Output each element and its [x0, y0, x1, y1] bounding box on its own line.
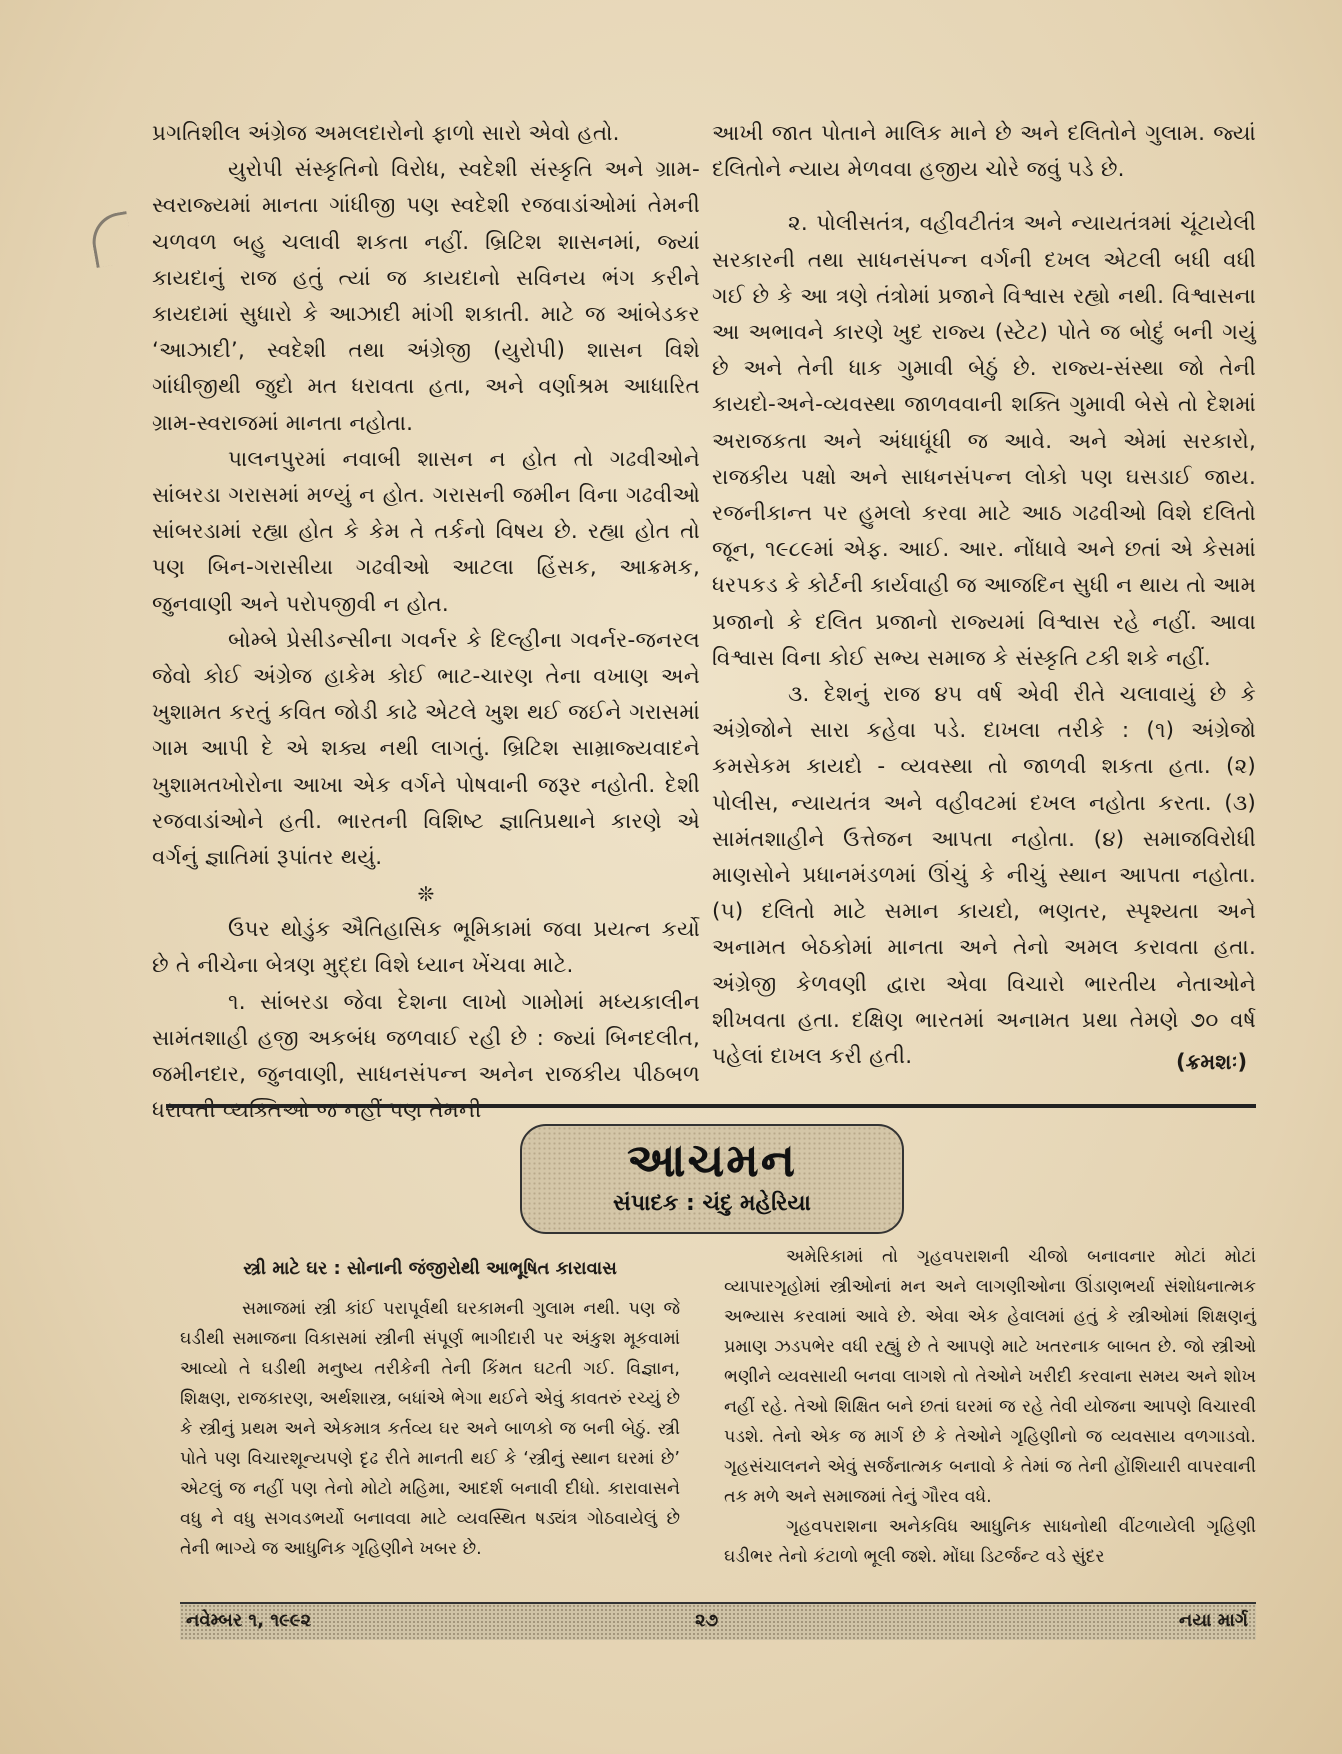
paragraph: ૧. સાંબરડા જેવા દેશના લાખો ગામોમાં મધ્યકાલીન સામંતશાહી હજી અકબંધ જળવાઈ રહી છે : જ્યાં બિનદલીત, જમીનદાર, જુનવાણી, સાધનસંપન્ન અનેન રાજકીય પીઠબળ ધરાવતી વ્યક્તિઓ જ નહીં પણ તેમની [152, 989, 700, 1124]
paragraph: પાલનપુરમાં નવાબી શાસન ન હોત તો ગઢવીઓને સાંબરડા ગરાસમાં મળ્યું ન હોત. ગરાસની જમીન વિના ગઢવીઓ સાંબરડામાં રહ્યા હોત કે કેમ તે તર્કનો વિષય છે. રહ્યા હોત તો પણ બિન-ગરાસીયા ગઢવીઓ આટલા હિંસક, આક્રમક, જુનવાણી અને પરોપજીવી ન હોત. [152, 446, 700, 617]
magazine-name: નયા માર્ગ [1178, 1610, 1248, 1631]
right-column [712, 116, 1256, 1075]
margin-pen-mark [88, 211, 135, 268]
paragraph: સમાજમાં સ્ત્રી કાંઈ પરાપૂર્વથી ઘરકામની ગુલામ નથી. પણ જે ઘડીથી સમાજના વિકાસમાં સ્ત્રીની સંપૂર્ણ ભાગીદારી પર અંકુશ મૂકવામાં આવ્યો તે ઘડીથી મનુષ્ય તરીકેની તેની કિંમત ઘટતી ગઈ. વિજ્ઞાન, શિક્ષણ, રાજકારણ, અર્થશાસ્ત્ર, બધાંએ ભેગા થઈને એવું કાવતરું રચ્યું છે કે સ્ત્રીનું પ્રથમ અને એકમાત્ર કર્તવ્ય ઘર અને બાળકો જ બની બેઠું. સ્ત્રી પોતે પણ વિચારશૂન્યપણે દૃઢ રીતે માનતી થઈ કે ‘સ્ત્રીનું સ્થાન ઘરમાં છે’ એટલું જ નહીં પણ તેનો મોટો મહિમા, આદર્શ બનાવી દીધો. કારાવાસને વધુ ને વધુ સગવડભર્યો બનાવવા માટે વ્યવસ્થિત ષડ્યંત્ર ગોઠવાયેલું છે તેની ભાગ્યે જ આધુનિક ગૃહિણીને ખબર છે. [180, 1299, 680, 1559]
paragraph: ઉપર થોડુંક ઐતિહાસિક ભૂમિકામાં જવા પ્રયત્ન કર્યો છે તે નીચેના બેત્રણ મુદ્દા વિશે ધ્યાન ખેંચવા માટે. [152, 917, 700, 979]
footer-date: નવેમ્બર ૧, ૧૯૯૨ [186, 1610, 312, 1631]
paragraph: બોમ્બે પ્રેસીડન્સીના ગવર્નર કે દિલ્હીના ગવર્નર-જનરલ જેવો કોઈ અંગ્રેજ હાકેમ કોઈ ભાટ-ચારણ તેના વખાણ અને ખુશામત કરતું કવિત જોડી કાઢે એટલે ખુશ થઈ જઈને ગરાસમાં ગામ આપી દે એ શક્ય નથી લાગતું. બ્રિટિશ સામ્રાજ્યવાદને ખુશામતખોરોના આખા એક વર્ગને પોષવાની જરૂર નહોતી. દેશી રજવાડાંઓને હતી. ભારતની વિશિષ્ટ જ્ઞાતિપ્રથાને કારણે એ વર્ગનું જ્ઞાતિમાં રૂપાંતર થયું. [152, 627, 700, 871]
section-title: આચમન [626, 1133, 798, 1187]
section-divider [166, 1104, 1256, 1108]
article-left [180, 1248, 680, 1564]
article-right [724, 1242, 1256, 1572]
continued-label: (ક્રમશઃ) [1176, 1050, 1248, 1074]
section-separator: ❊ [417, 882, 435, 907]
section-editor: સંપાદક : ચંદુ મહેરિયા [613, 1191, 811, 1216]
paragraph: ગૃહવપરાશના અનેકવિધ આધુનિક સાધનોથી વીંટળાયેલી ગૃહિણી ઘડીભર તેનો કંટાળો ભૂલી જશે. મોંઘા ડિટર્જન્ટ વડે સુંદર [724, 1517, 1256, 1567]
paragraph: પ્રગતિશીલ અંગ્રેજ અમલદારોનો ફાળો સારો એવો હતો. [152, 121, 620, 146]
paragraph: આખી જાત પોતાને માલિક માને છે અને દલિતોને ગુલામ. જ્યાં દલિતોને ન્યાય મેળવવા હજીય ચોરે જવું પડે છે. [712, 121, 1256, 183]
left-column [152, 116, 700, 1129]
article-heading: સ્ત્રી માટે ઘર : સોનાની જંજીરોથી આભૂષિત કારાવાસ [243, 1258, 617, 1279]
page-footer [180, 1602, 1256, 1640]
paragraph: ૨. પોલીસતંત્ર, વહીવટીતંત્ર અને ન્યાયતંત્રમાં ચૂંટાયેલી સરકારની તથા સાધનસંપન્ન વર્ગની દખલ એટલી બધી વધી ગઈ છે કે આ ત્રણે તંત્રોમાં પ્રજાને વિશ્વાસ રહ્યો નથી. વિશ્વાસના આ અભાવને કારણે ખુદ રાજ્ય (સ્ટેટ) પોતે જ બોદું બની ગયું છે અને તેની ધાક ગુમાવી બેઠું છે. રાજ્ય-સંસ્થા જો તેની કાયદો-અને-વ્યવસ્થા જાળવવાની શક્તિ ગુમાવી બેસે તો દેશમાં અરાજકતા અને અંધાધૂંધી જ આવે. અને એમાં સરકારો, રાજકીય પક્ષો અને સાધનસંપન્ન લોકો પણ ઘસડાઈ જાય. રજનીકાન્ત પર હુમલો કરવા માટે આઠ ગઢવીઓ વિશે દલિતો જૂન, ૧૯૮૯માં એફ. આઈ. આર. નોંધાવે અને છતાં એ કેસમાં ધરપકડ કે કોર્ટની કાર્યવાહી જ આજદિન સુધી ન થાય તો આમ પ્રજાનો કે દલિત પ્રજાનો રાજ્યમાં વિશ્વાસ રહે નહીં. આવા વિશ્વાસ વિના કોઈ સભ્ય સમાજ કે સંસ્કૃતિ ટકી શકે નહીં. [712, 211, 1256, 671]
paragraph: ૩. દેશનું રાજ ૪૫ વર્ષ એવી રીતે ચલાવાયું છે કે અંગ્રેજોને સારા કહેવા પડે. દાખલા તરીકે : (૧) અંગ્રેજો કમસેકમ કાયદો - વ્યવસ્થા તો જાળવી શકતા હતા. (૨) પોલીસ, ન્યાયતંત્ર અને વહીવટમાં દખલ નહોતા કરતા. (૩) સામંતશાહીને ઉત્તેજન આપતા નહોતા. (૪) સમાજવિરોધી માણસોને પ્રધાનમંડળમાં ઊંચું કે નીચું સ્થાન આપતા નહોતા. (૫) દલિતો માટે સમાન કાયદો, ભણતર, સ્પૃશ્યતા અને અનામત બેઠકોમાં માનતા અને તેનો અમલ કરાવતા હતા. અંગ્રેજી કેળવણી દ્વારા એવા વિચારો ભારતીય નેતાઓને શીખવતા હતા. દક્ષિણ ભારતમાં અનામત પ્રથા તેમણે ૭૦ વર્ષ પહેલાં દાખલ કરી હતી. [712, 682, 1256, 1070]
paragraph: અમેરિકામાં તો ગૃહવપરાશની ચીજો બનાવનાર મોટાં મોટાં વ્યાપારગૃહોમાં સ્ત્રીઓનાં મન અને લાગણીઓના ઊંડાણભર્યા સંશોધનાત્મક અભ્યાસ કરવામાં આવે છે. એવા એક હેવાલમાં હતું કે સ્ત્રીઓમાં શિક્ષણનું પ્રમાણ ઝડપભેર વધી રહ્યું છે તે આપણે માટે ખતરનાક બાબત છે. જો સ્ત્રીઓ ભણીને વ્યવસાયી બનવા લાગશે તો તેઓને ખરીદી કરવાના સમય અને શોખ નહીં રહે. તેઓ શિક્ષિત બને છતાં ઘરમાં જ રહે તેવી યોજના આપણે વિચારવી પડશે. તેનો એક જ માર્ગ છે કે તેઓને ગૃહિણીનો જ વ્યવસાય વળગાડવો. ગૃહસંચાલનને એવું સર્જનાત્મક બનાવો કે તેમાં જ તેની હોંશિયારી વાપરવાની તક મળે અને સમાજમાં તેનું ગૌરવ વધે. [724, 1247, 1256, 1507]
page-number: ૨૭ [695, 1610, 719, 1631]
paragraph: યુરોપી સંસ્કૃતિનો વિરોધ, સ્વદેશી સંસ્કૃતિ અને ગ્રામ-સ્વરાજ્યમાં માનતા ગાંધીજી પણ સ્વદેશી રજવાડાંઓમાં તેમની ચળવળ બહુ ચલાવી શકતા નહીં. બ્રિટિશ શાસનમાં, જ્યાં કાયદાનું રાજ હતું ત્યાં જ કાયદાનો સવિનય ભંગ કરીને કાયદામાં સુધારો કે આઝાદી માંગી શકાતી. માટે જ આંબેડકર ‘આઝાદી’, સ્વદેશી તથા અંગ્રેજી (યુરોપી) શાસન વિશે ગાંધીજીથી જુદો મત ધરાવતા હતા, અને વર્ણાશ્રમ આધારિત ગ્રામ-સ્વરાજમાં માનતા નહોતા. [152, 157, 700, 436]
section-banner [520, 1124, 904, 1234]
